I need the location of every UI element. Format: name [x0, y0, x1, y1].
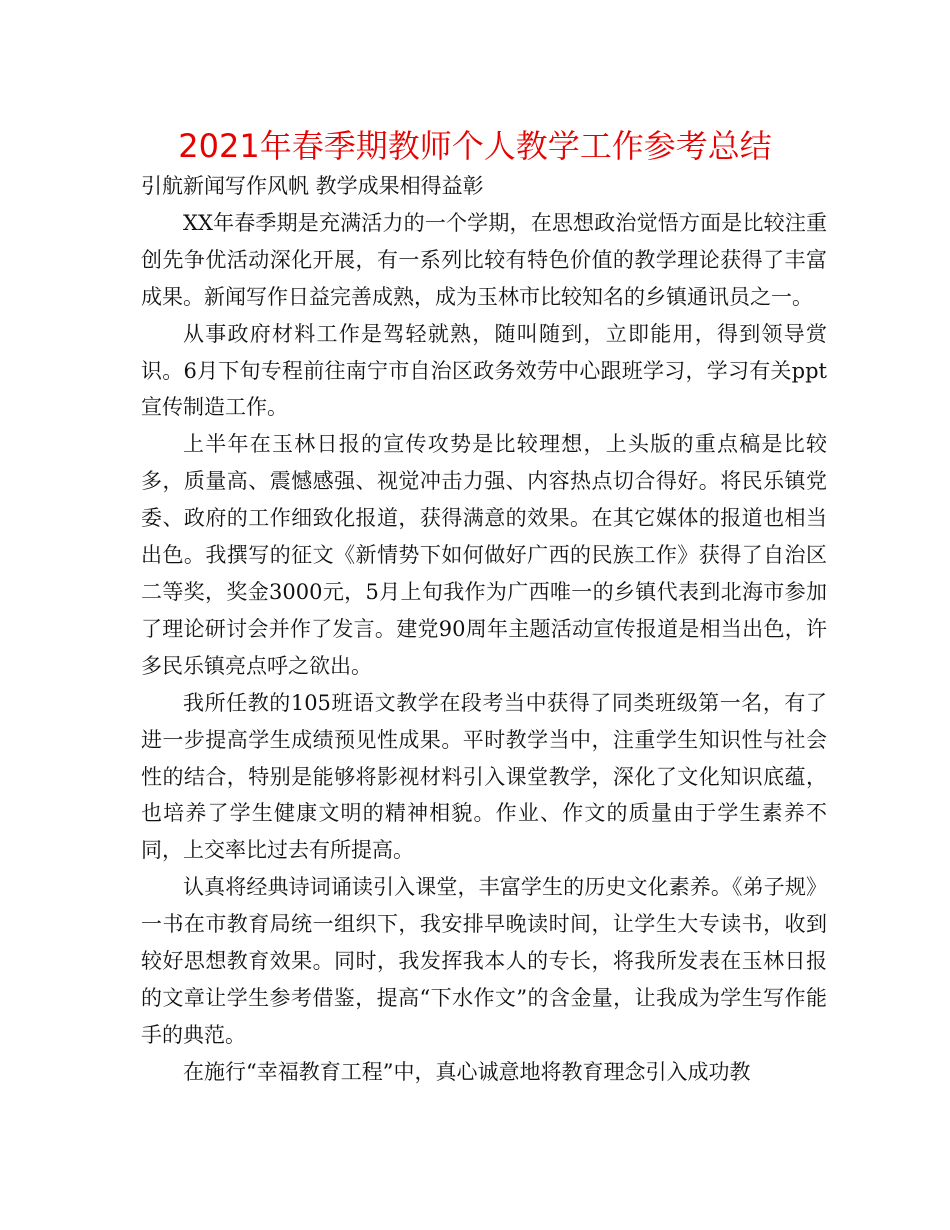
document-title: 2021年春季期教师个人教学工作参考总结: [178, 127, 772, 165]
paragraph: 在施行“幸福教育工程”中，真心诚意地将教育理念引入成功教: [183, 1059, 751, 1084]
document-subtitle: 引航新闻写作风帆 教学成果相得益彰: [141, 174, 484, 198]
paragraph: 认真将经典诗词诵读引入课堂，丰富学生的历史文化素养。《弟子规》一书在市教育局统一组织下，我安排早晚读时间，让学生大专读书，收到较好思想教育效果。同时，我发挥我本人的专长，将我所发表在玉林日报的文章让学生参考借鉴，提高“下水作文”的含金量，让我成为学生写作能手的典范。: [141, 875, 827, 1047]
paragraph: XX年春季期是充满活力的一个学期，在思想政治觉悟方面是比较注重创先争优活动深化开展，有一系列比较有特色价值的教学理论获得了丰富成果。新闻写作日益完善成熟，成为玉林市比较知名的乡镇通讯员之一。: [141, 210, 827, 309]
document-body: [141, 168, 827, 1091]
paragraph: 我所任教的105班语文教学在段考当中获得了同类班级第一名，有了进一步提高学生成绩预见性成果。平时教学当中，注重学生知识性与社会性的结合，特别是能够将影视材料引入课堂教学，深化了文化知识底蕴，也培养了学生健康文明的精神相貌。作业、作文的质量由于学生素养不同，上交率比过去有所提高。: [141, 690, 827, 863]
paragraph: 从事政府材料工作是驾轻就熟，随叫随到，立即能用，得到领导赏识。6月下旬专程前往南宁市自治区政务效劳中心跟班学习，学习有关ppt宣传制造工作。: [141, 321, 827, 420]
paragraph: 上半年在玉林日报的宣传攻势是比较理想，上头版的重点稿是比较多，质量高、震憾感强、视觉冲击力强、内容热点切合得好。将民乐镇党委、政府的工作细致化报道，获得满意的效果。在其它媒体的报道也相当出色。我撰写的征文《新情势下如何做好广西的民族工作》获得了自治区二等奖，奖金3000元，5月上旬我作为广西唯一的乡镇代表到北海市参加了理论研讨会并作了发言。建党90周年主题活动宣传报道是相当出色，许多民乐镇亮点呼之欲出。: [141, 432, 827, 678]
